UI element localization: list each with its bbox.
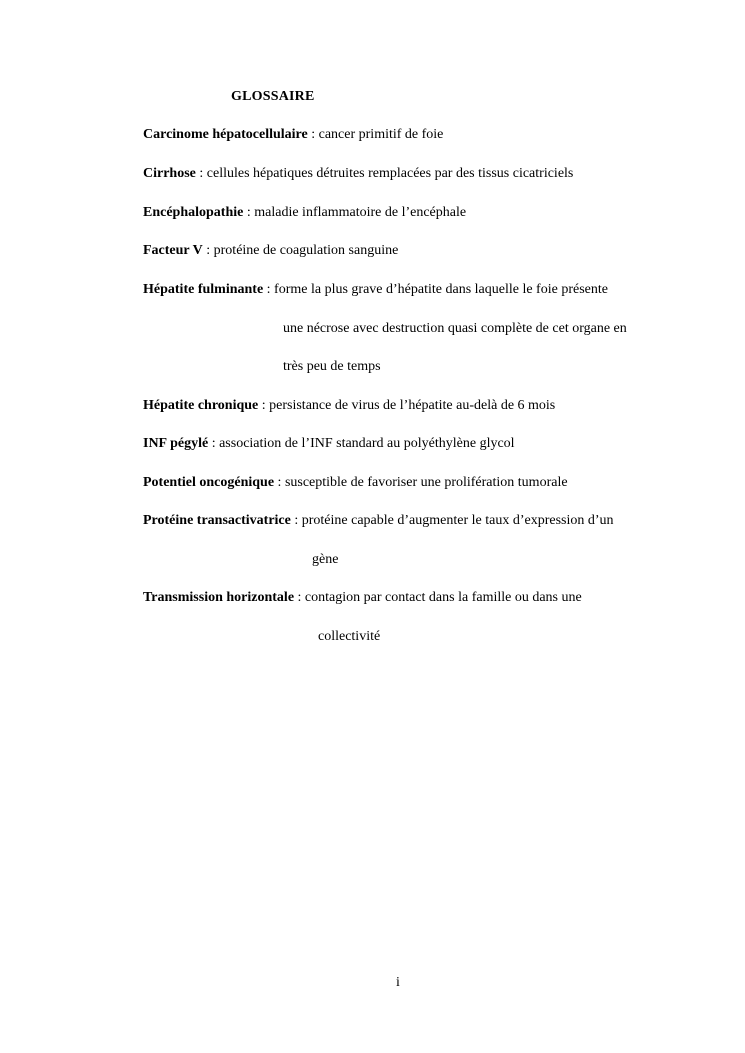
glossary-separator: : (263, 282, 275, 297)
glossary-separator: : (307, 127, 319, 142)
glossary-entry (143, 397, 555, 415)
glossary-term: Carcinome hépatocellulaire (143, 127, 308, 142)
glossary-definition-continuation: une nécrose avec destruction quasi complète de cet organe en (283, 321, 627, 336)
glossary-term: Protéine transactivatrice (143, 513, 291, 528)
glossary-definition: contagion par contact dans la famille ou dans une (304, 590, 582, 605)
glossary-separator: : (258, 398, 270, 413)
glossary-separator: : (243, 205, 255, 220)
glossary-separator: : (208, 436, 220, 451)
glossary-entry (143, 126, 443, 144)
glossary-entry (143, 242, 398, 260)
glossary-definition: protéine de coagulation sanguine (213, 243, 399, 258)
glossary-term: Facteur V (143, 243, 203, 258)
glossary-entry (143, 204, 466, 222)
glossary-definition-continuation: gène (312, 552, 339, 567)
glossary-term: Encéphalopathie (143, 205, 244, 220)
glossary-term: Potentiel oncogénique (143, 475, 275, 490)
glossary-separator: : (290, 513, 302, 528)
glossary-entry (143, 474, 568, 492)
glossary-definition-continuation: très peu de temps (283, 359, 381, 374)
glossary-definition: persistance de virus de l’hépatite au-delà de 6 mois (269, 398, 556, 413)
glossary-definition: association de l’INF standard au polyéthylène glycol (219, 436, 515, 451)
glossary-definition: maladie inflammatoire de l’encéphale (254, 205, 467, 220)
glossary-entry (143, 589, 582, 607)
glossary-term: INF pégylé (143, 436, 209, 451)
glossary-definition: susceptible de favoriser une prolifération tumorale (284, 475, 568, 490)
glossary-entry (143, 512, 614, 530)
glossary-separator: : (202, 243, 214, 258)
glossary-separator: : (195, 166, 207, 181)
glossary-separator: : (274, 475, 285, 490)
glossary-separator: : (294, 590, 305, 605)
page-title: GLOSSAIRE (231, 89, 315, 104)
glossary-entry (143, 165, 573, 183)
glossary-entry (143, 435, 515, 453)
page-number: i (396, 975, 400, 990)
glossary-term: Transmission horizontale (143, 590, 295, 605)
glossary-definition: forme la plus grave d’hépatite dans laquelle le foie présente (274, 282, 608, 297)
glossary-definition-continuation: collectivité (318, 629, 381, 644)
glossary-term: Cirrhose (143, 166, 196, 181)
glossary-definition: cellules hépatiques détruites remplacées par des tissus cicatriciels (206, 166, 574, 181)
glossary-definition: cancer primitif de foie (318, 127, 444, 142)
glossary-term: Hépatite chronique (143, 398, 259, 413)
glossary-term: Hépatite fulminante (143, 282, 264, 297)
glossary-entry (143, 281, 608, 299)
glossary-definition: protéine capable d’augmenter le taux d’expression d’un (301, 513, 614, 528)
